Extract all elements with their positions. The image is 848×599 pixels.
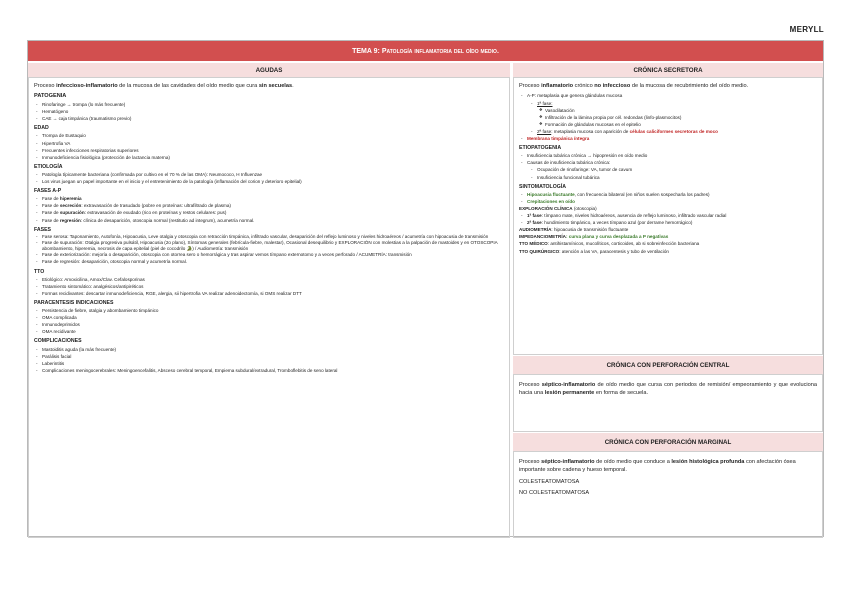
- list-item: - Fase de regresión: desaparición, otoscopia normal y acumetría normal.: [34, 258, 504, 265]
- audiometria-line: AUDIOMETRÍA: hipoacusia de transmisión fluctuante: [519, 227, 629, 233]
- list-item: - Insuficiencia funcional tubárica: [519, 174, 817, 181]
- impedanciometria-line: IMPEDANCIOMETRÍA: curva plana y curva desplazada a P negativas: [519, 234, 669, 240]
- list-item: - Fase de supuración: extravasación de exudado (rico en proteínas y restos celulares: pus): [34, 209, 504, 216]
- list-item: - Fase serosa: Taponamiento, Autofonía, Hipoacusia, Leve otalgia y otoscopia con retracción timpánica, infiltrado vascular, desaparición del reflejo luminoso y niveles hidroaéreos / acumetría con hipoacusia de transmisión: [34, 234, 504, 240]
- list-item: - Rinofaringe → trompa (lo más frecuente): [34, 101, 504, 108]
- perforacion-central-text: Proceso séptico-inflamatorio de oído medio que cursa con periodos de remisión/ empeoramiento y que evoluciona hacia una lesión permanente en forma de secuela.: [519, 382, 817, 397]
- list-item: ❖ Infiltración de la lámina propia por cél. redondas (linfo-plasmocitos): [519, 114, 817, 121]
- list-item: - Ocupación de rinofaringe: VA, tumor de cavum: [519, 166, 817, 173]
- list-item: - A-P: metaplasia que genera glándulas mucosa: [519, 92, 817, 99]
- list-item: - Formas recidivantes: descartar inmunodeficiencia, RGE, alergia, sii hipertrofia VA realizar adenoidectomía, si OMS realizar DTT: [34, 290, 504, 297]
- fases-title: FASES: [34, 226, 52, 233]
- agudas-column: [28, 63, 510, 536]
- complicaciones-title: COMPLICACIONES: [34, 338, 82, 345]
- list-item: - Fase de regresión: clínica de desaparición, otoscopia normal (restitutio ad integrum), acumetría normal.: [34, 217, 504, 224]
- list-item: - Hipertrofia VA: [34, 140, 504, 147]
- list-item: - Frecuentes infecciones respiratorias superiores: [34, 147, 504, 154]
- right-column: [513, 63, 823, 536]
- list-item: - Parálisis facial: [34, 353, 504, 360]
- list-item: - CAE → caja timpánica (traumatismo previo): [34, 115, 504, 122]
- list-item: - Membrana timpánica íntegra: [519, 135, 817, 142]
- type-colesteatomatosa: COLESTEATOMATOSA: [519, 478, 580, 485]
- secretora-content: [513, 77, 823, 355]
- tto-quirurgico-line: TTO QUIRÚRGICO: atención a las VA, paracentesis y tubo de ventilación: [519, 248, 669, 254]
- secretora-intro: Proceso inflamatorio crónico no infeccioso de la mucosa de recubrimiento del oído medio.: [519, 83, 749, 89]
- list-item: - Insuficiencia tubárica crónica → hipopresión en oído medio: [519, 152, 817, 159]
- list-item: - Fase de hiperemia: [34, 195, 504, 202]
- list-item: - Persistencia de fiebre, otalgia y abombamiento timpánico: [34, 307, 504, 314]
- type-no-colesteatomatosa: NO COLESTEATOMATOSA: [519, 490, 590, 497]
- page-title: [28, 41, 823, 61]
- perforacion-marginal-content: [513, 451, 823, 538]
- list-item: - Hipoacusia fluctuante, con frecuencia bilateral (en niños suelen sospecharla los padres): [519, 191, 817, 198]
- list-item: - 1ª fase: tímpano mate, niveles hidroaéreos, ausencia de reflejo luminoso, infiltrado vascular radial: [519, 212, 817, 219]
- list-item: - OMA complicada: [34, 314, 504, 321]
- etiopatogenia-title: ETIOPATOGENIA: [519, 145, 562, 152]
- list-item: - Laberintitis: [34, 360, 504, 367]
- list-item: - Inmunodeficiencia fisiológica (protección de lactancia materna): [34, 154, 504, 161]
- brand-label: MERYLL: [789, 25, 824, 34]
- perforacion-marginal-header: CRÓNICA CON PERFORACIÓN MARGINAL: [513, 433, 823, 451]
- list-item: - 1ª fase:: [519, 100, 817, 107]
- list-item: ❖ Formación de glándulas mucosas en el epitelio: [519, 121, 817, 128]
- edad-title: EDAD: [34, 125, 49, 132]
- title-text: Patología inflamatoria del oído medio.: [381, 47, 499, 55]
- list-item: - Patología típicamente bacteriana (confirmada por cultivo en el 70 % de las OMA): Neumococo, H Influenzae: [34, 171, 504, 178]
- list-item: - Fase de secreción: extravasación de trasudado (pobre en proteínas: ultrafiltrado de plasma): [34, 202, 504, 209]
- list-item: - Mastoiditis aguda (la más frecuente): [34, 346, 504, 353]
- list-item: - Fase de exteriorización: mejoría o desaparición, otoscopia con otorrea sero o hemorrágica y tras aspirar vemos tímpano externotomo y a veces perforado / ACUMETRÍA: transmisión: [34, 252, 504, 258]
- list-item: - Complicaciones meningocerebrales: Meningoencefalitis, Absceso cerebral temporal, Empiema subdural/extradural, Tromboflebitis de seno lateral: [34, 367, 504, 374]
- perforacion-central-content: [513, 374, 823, 432]
- tto-medico-line: TTO MÉDICO: antihistamínicos, mucolíticos, corticoides, ab si sobreinfección bacteriana: [519, 241, 700, 247]
- list-item: - Inmunodeprimidos: [34, 321, 504, 328]
- list-item: - Hematógeno: [34, 108, 504, 115]
- exploracion-title: EXPLORACIÓN CLÍNICA (otoscopia): [519, 205, 597, 211]
- list-item: - OMA recidivante: [34, 328, 504, 335]
- list-item: ❖ Vasodilatación: [519, 107, 817, 114]
- list-item: - 2ª fase: metaplasia mucosa con aparición de células caliciformes secretoras de moco: [519, 128, 817, 135]
- list-item: - Los virus juegan un papel importante en el inicio y el entretenimiento de la patología (inflamación del corion y deterioro epitelial): [34, 178, 504, 185]
- patogenia-title: PATOGENIA: [34, 93, 67, 100]
- summary-table: [27, 40, 824, 537]
- list-item: - Trompa de Eustaquio: [34, 132, 504, 139]
- list-item: - 2ª fase: hundimiento timpánico, a veces tímpano azul (por derrame hemorrágico): [519, 219, 817, 226]
- list-item: - Crepitaciones en oído: [519, 198, 817, 205]
- tto-title: TTO: [34, 268, 45, 275]
- title-prefix: TEMA 9:: [352, 47, 380, 55]
- secretora-header: CRÓNICA SECRETORA: [513, 63, 823, 77]
- etiologia-title: ETIOLOGÍA: [34, 163, 63, 170]
- agudas-content: [28, 77, 510, 538]
- paracentesis-title: PARACENTESIS INDICACIONES: [34, 299, 114, 306]
- list-item: - Etiológico: Amoxicilina, Amox/Clav. Cefalosporinas: [34, 276, 504, 283]
- list-item: - Causas de insuficiencia tubárica crónica:: [519, 159, 817, 166]
- list-item: - Tratamiento sintomático: analgésicos/antipiréticos: [34, 283, 504, 290]
- agudas-header: AGUDAS: [28, 63, 510, 77]
- list-item: - Fase de supuración: Otalgia progresiva pulsátil, Hipoacusia (2o plano), Síntomas generales (febrícula-fiebre, malestar), Ocasional desequilibrio y EXPLORACIÓN con molestias a la palpación de mastoides y en OTOSCOPIA abombamiento, hiperemia, necrosis de capa epitelial (piel de cocodrilo 🐊) / Audiometría: transmisión: [34, 240, 504, 252]
- perforacion-central-header: CRÓNICA CON PERFORACIÓN CENTRAL: [513, 356, 823, 374]
- perforacion-marginal-text: Proceso séptico-inflamatorio de oído medio que conduce a lesión histológica profunda con afectación ósea importante sobre cadena y hueso temporal.: [519, 459, 796, 474]
- sintomatologia-title: SINTOMATOLOGÍA: [519, 183, 566, 190]
- fases-ap-title: FASES A-P: [34, 188, 62, 195]
- agudas-intro: Proceso infeccioso-inflamatorio de la mucosa de las cavidades del oído medio que cura sin secuelas.: [34, 83, 294, 89]
